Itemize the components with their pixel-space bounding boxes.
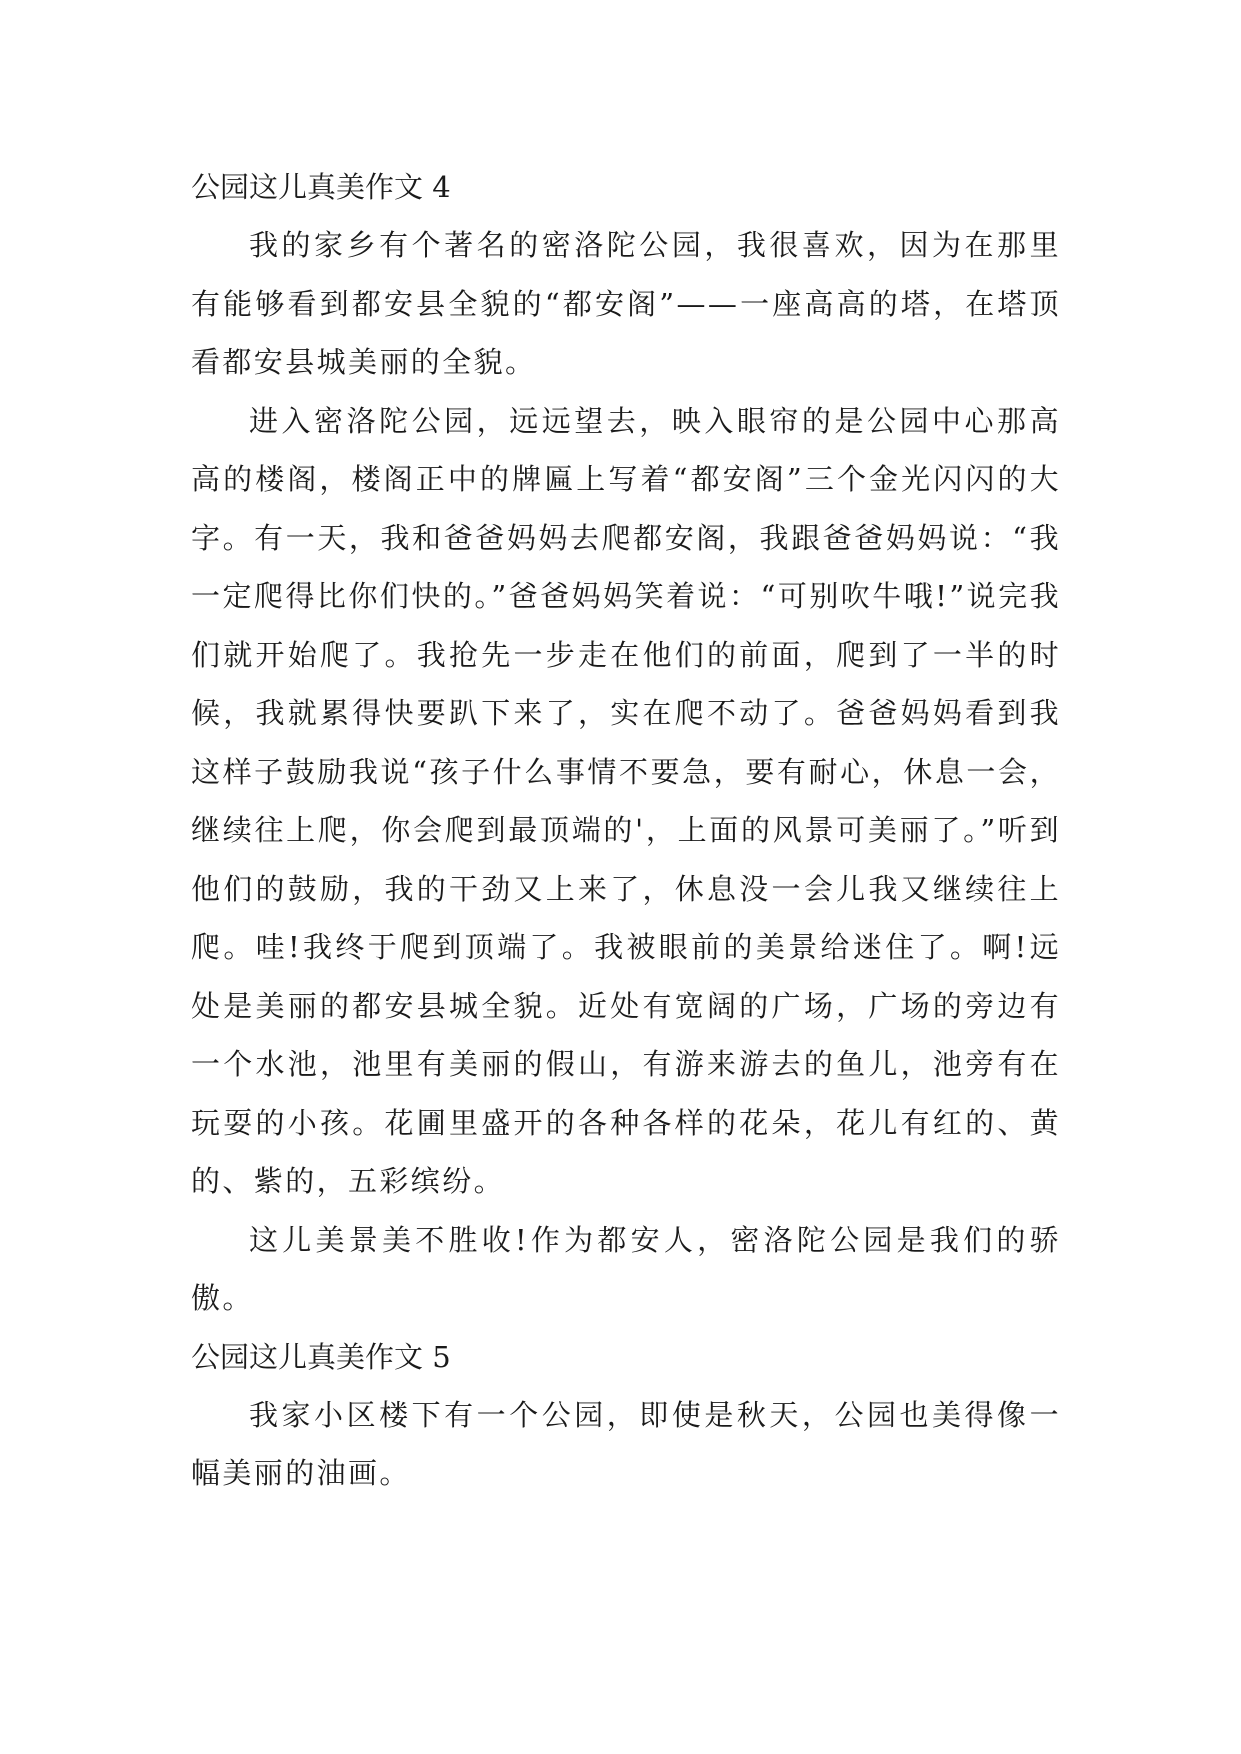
paragraph: 进入密洛陀公园，远远望去，映入眼帘的是公园中心那高高的楼阁，楼阁正中的牌匾上写着“都安阁”三个金光闪闪的大字。有一天，我和爸爸妈妈去爬都安阁，我跟爸爸妈妈说：“我一定爬得比你们快的。”爸爸妈妈笑着说：“可别吹牛哦!”说完我们就开始爬了。我抢先一步走在他们的前面，爬到了一半的时候，我就累得快要趴下来了，实在爬不动了。爸爸妈妈看到我这样子鼓励我说“孩子什么事情不要急，要有耐心，休息一会，继续往上爬，你会爬到最顶端的'，上面的风景可美丽了。”听到他们的鼓励，我的干劲又上来了，休息没一会儿我又继续往上爬。哇!我终于爬到顶端了。我被眼前的美景给迷住了。啊!远处是美丽的都安县城全貌。近处有宽阔的广场，广场的旁边有一个水池，池里有美丽的假山，有游来游去的鱼儿，池旁有在玩耍的小孩。花圃里盛开的各种各样的花朵，花儿有红的、黄的、紫的，五彩缤纷。 — [191, 403, 1061, 1198]
section-heading: 公园这儿真美作文 5 — [191, 1339, 451, 1374]
paragraph: 我家小区楼下有一个公园，即使是秋天，公园也美得像一幅美丽的油画。 — [191, 1397, 1061, 1490]
paragraph: 我的家乡有个著名的密洛陀公园，我很喜欢，因为在那里有能够看到都安县全貌的“都安阁”——一座高高的塔，在塔顶看都安县城美丽的全貌。 — [191, 228, 1061, 379]
paragraph: 这儿美景美不胜收!作为都安人，密洛陀公园是我们的骄傲。 — [191, 1222, 1061, 1315]
document-page — [191, 158, 1061, 1503]
section-heading: 公园这儿真美作文 4 — [191, 170, 451, 204]
